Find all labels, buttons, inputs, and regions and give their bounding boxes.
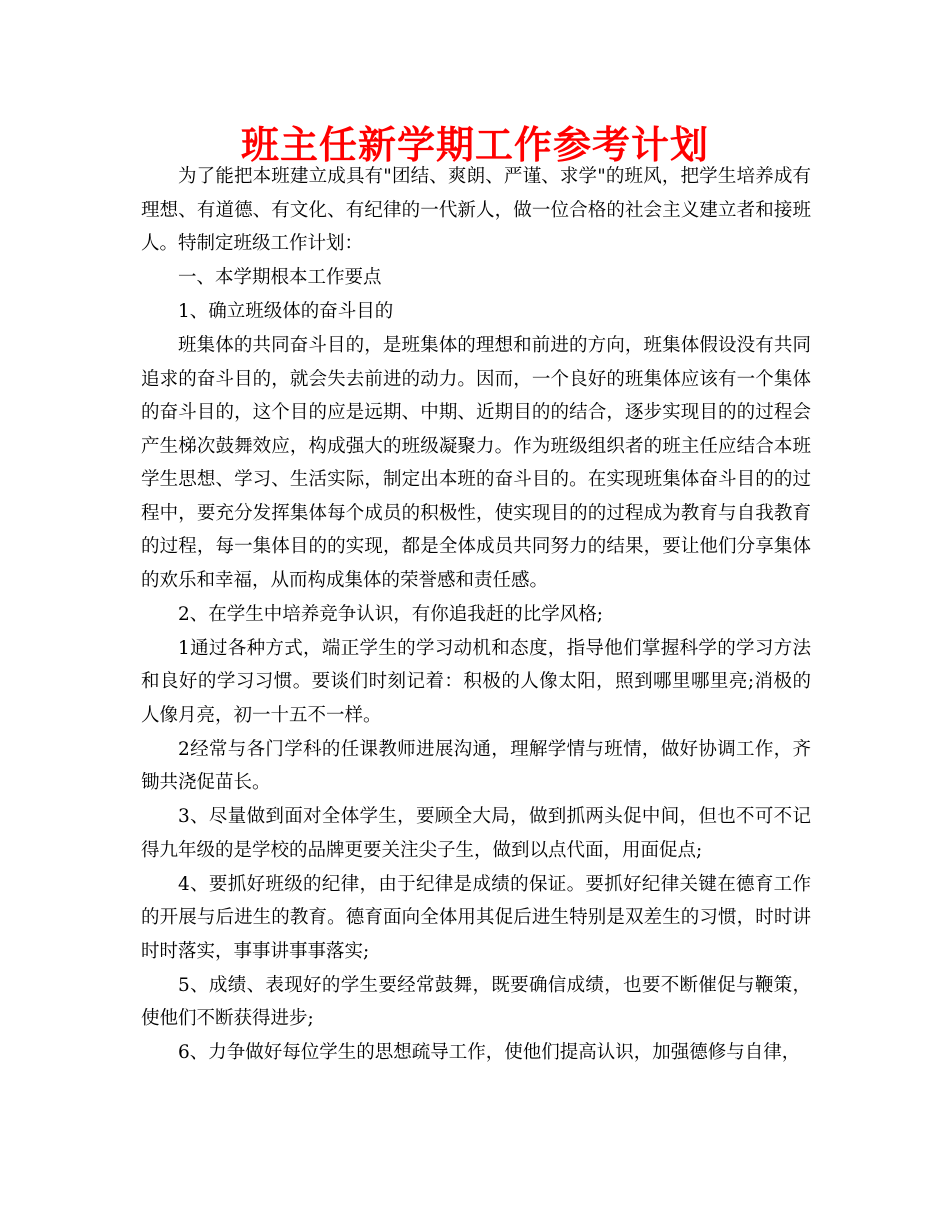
paragraph-sub-1: 1通过各种方式，端正学生的学习动机和态度，指导他们掌握科学的学习方法和良好的学习习惯。要谈们时刻记着：积极的人像太阳，照到哪里哪里亮;消极的人像月亮，初一十五不一样。 [141, 637, 811, 726]
paragraph-item-3: 3、尽量做到面对全体学生，要顾全大局，做到抓两头促中间，但也不可不记得九年级的是学校的品牌更要关注尖子生，做到以点代面，用面促点; [141, 806, 811, 861]
document-body [141, 160, 811, 1070]
item-heading-2: 2、在学生中培养竞争认识，有你追我赶的比学风格; [178, 603, 604, 625]
paragraph-item-4: 4、要抓好班级的纪律，由于纪律是成绩的保证。要抓好纪律关键在德育工作的开展与后进生的教育。德育面向全体用其促后进生特别是双差生的习惯，时时讲时时落实，事事讲事事落实; [141, 873, 811, 962]
paragraph-intro: 为了能把本班建立成具有"团结、爽朗、严谨、求学"的班风，把学生培养成有理想、有道德、有文化、有纪律的一代新人，做一位合格的社会主义建立者和接班人。特制定班级工作计划： [141, 166, 811, 254]
document-title: 班主任新学期工作参考计划 [240, 123, 709, 167]
paragraph-goals: 班集体的共同奋斗目的，是班集体的理想和前进的方向，班集体假设没有共同追求的奋斗目的，就会失去前进的动力。因而，一个良好的班集体应该有一个集体的奋斗目的，这个目的应是远期、中期、近期目的的结合，逐步实现目的的过程会产生梯次鼓舞效应，构成强大的班级凝聚力。作为班级组织者的班主任应结合本班学生思想、学习、生活实际，制定出本班的奋斗目的。在实现班集体奋斗目的的过程中，要充分发挥集体每个成员的积极性，使实现目的的过程成为教育与自我教育的过程，每一集体目的的实现，都是全体成员共同努力的结果，要让他们分享集体的欢乐和幸福，从而构成集体的荣誉感和责任感。 [141, 335, 811, 591]
paragraph-item-6: 6、力争做好每位学生的思想疏导工作，使他们提高认识，加强德修与自律， [178, 1042, 801, 1063]
paragraph-sub-2: 2经常与各门学科的任课教师进展沟通，理解学情与班情，做好协调工作，齐锄共浇促苗长。 [141, 738, 811, 793]
item-heading-1: 1、确立班级体的奋斗目的 [178, 301, 394, 322]
section-heading-1: 一、本学期根本工作要点 [178, 267, 382, 288]
paragraph-item-5: 5、成绩、表现好的学生要经常鼓舞，既要确信成绩，也要不断催促与鞭策，使他们不断获得进步; [141, 974, 811, 1029]
